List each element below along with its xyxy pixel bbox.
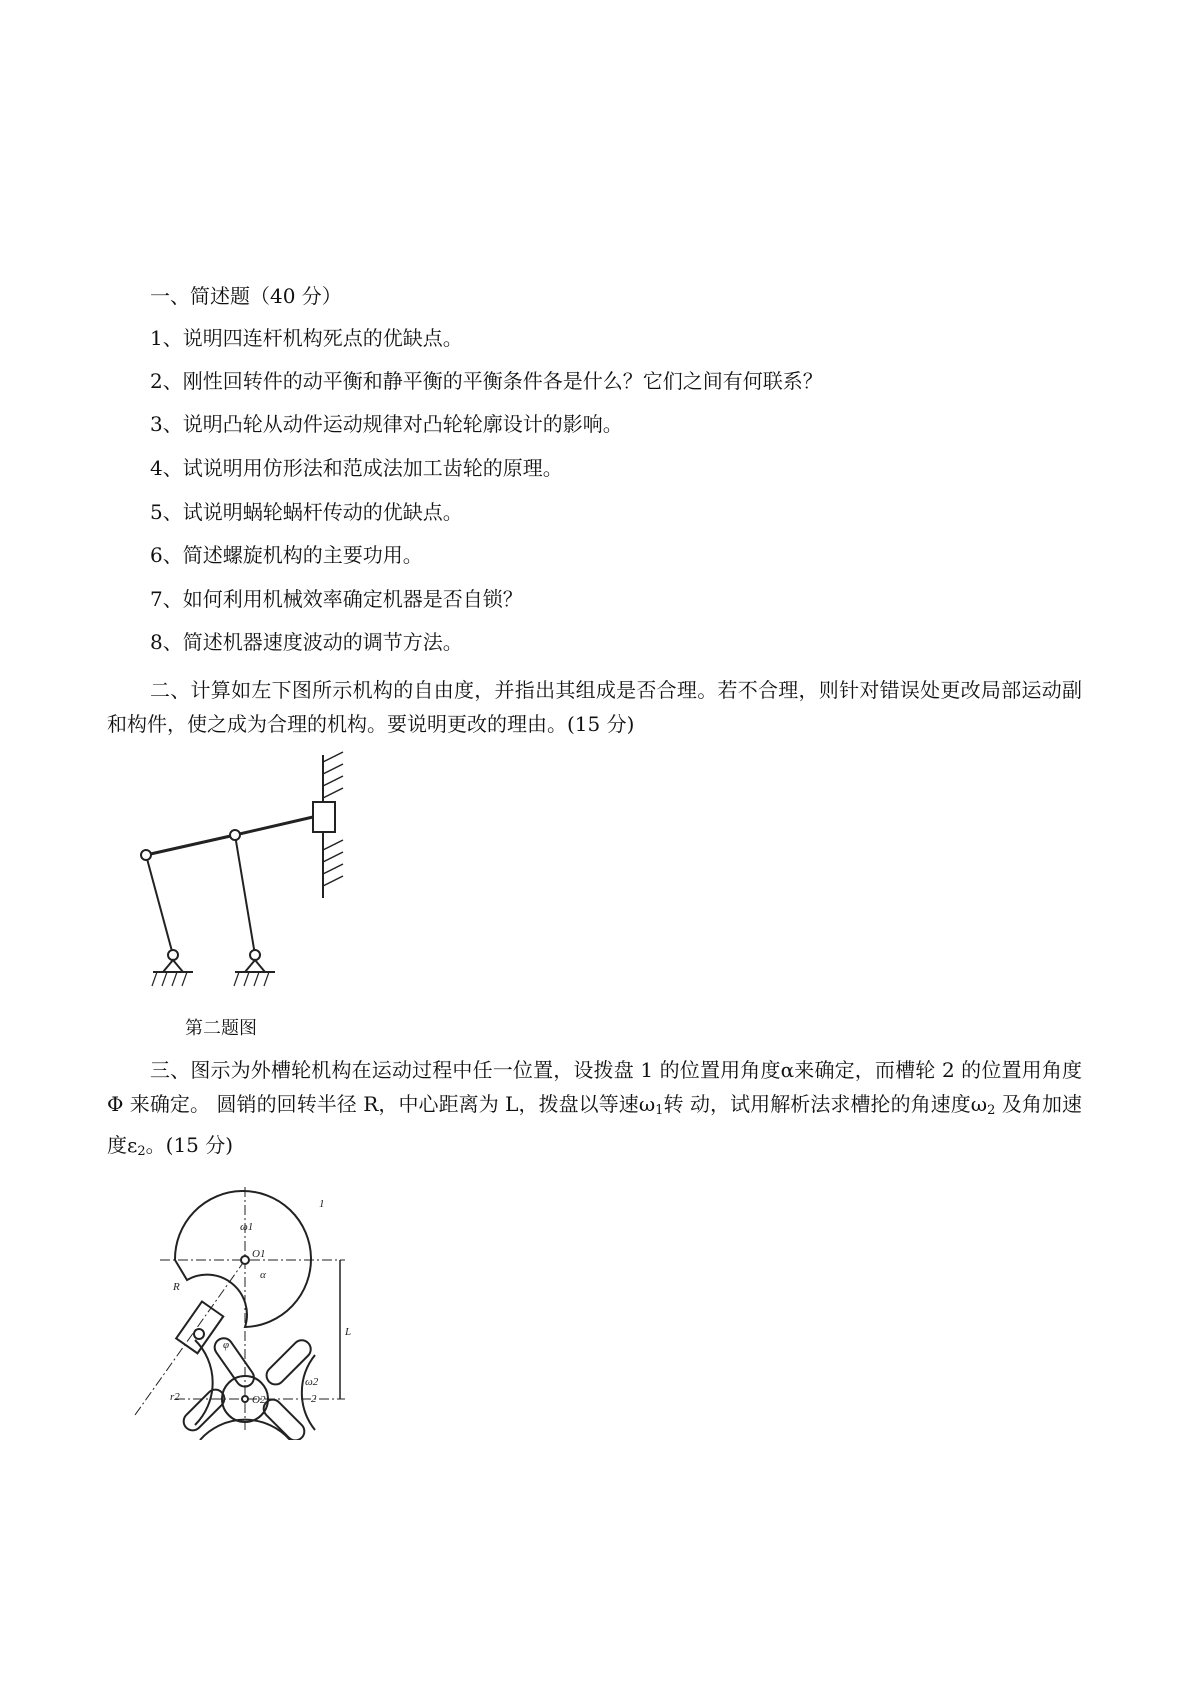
- svg-text:2: 2: [311, 1393, 317, 1405]
- section1-heading: 一、简述题（40 分）: [150, 284, 342, 308]
- question-5: 5、试说明蜗轮蜗杆传动的优缺点。: [150, 500, 463, 524]
- question-3: 3、说明凸轮从动件运动规律对凸轮轮廓设计的影响。: [150, 412, 623, 436]
- section2-text: 二、计算如左下图所示机构的自由度，并指出其组成是否合理。若不合理，则针对错误处更改局部运动副和构件，使之成为合理的机构。要说明更改的理由。(15 分): [107, 678, 1082, 736]
- linkage-figure: [125, 750, 365, 995]
- figure2-caption: 第二题图: [185, 1018, 257, 1039]
- question-1: 1、说明四连杆机构死点的优缺点。: [150, 326, 463, 350]
- geneva-mechanism-figure: [115, 1185, 365, 1440]
- svg-text:r2: r2: [170, 1391, 180, 1403]
- question-7: 7、如何利用机械效率确定机器是否自锁？: [150, 587, 523, 611]
- question-6: 6、简述螺旋机构的主要功用。: [150, 543, 423, 567]
- svg-text:ω2: ω2: [305, 1376, 319, 1388]
- svg-text:O1: O1: [252, 1248, 266, 1260]
- svg-text:L: L: [345, 1326, 352, 1338]
- svg-text:φ: φ: [223, 1339, 230, 1351]
- svg-text:R: R: [173, 1281, 180, 1293]
- svg-text:α: α: [260, 1269, 266, 1281]
- question-2: 2、刚性回转件的动平衡和静平衡的平衡条件各是什么？它们之间有何联系？: [150, 369, 823, 393]
- svg-text:O2: O2: [252, 1394, 266, 1406]
- question-8: 8、简述机器速度波动的调节方法。: [150, 630, 463, 654]
- svg-text:1: 1: [319, 1198, 325, 1210]
- question-4: 4、试说明用仿形法和范成法加工齿轮的原理。: [150, 456, 563, 480]
- svg-text:ω1: ω1: [240, 1221, 254, 1233]
- section3-text: 三、图示为外槽轮机构在运动过程中任一位置，设拨盘 1 的位置用角度α来确定，而槽轮 2 的位置用角度Φ 来确定。 圆销的回转半径 R，中心距离为 L，拨盘以等速$\omega_1$转 动，试用解析法求槽抡的角速度$\omega_2$ 及角加速度$\varepsilon_2$。(15 分): [107, 1058, 1082, 1159]
